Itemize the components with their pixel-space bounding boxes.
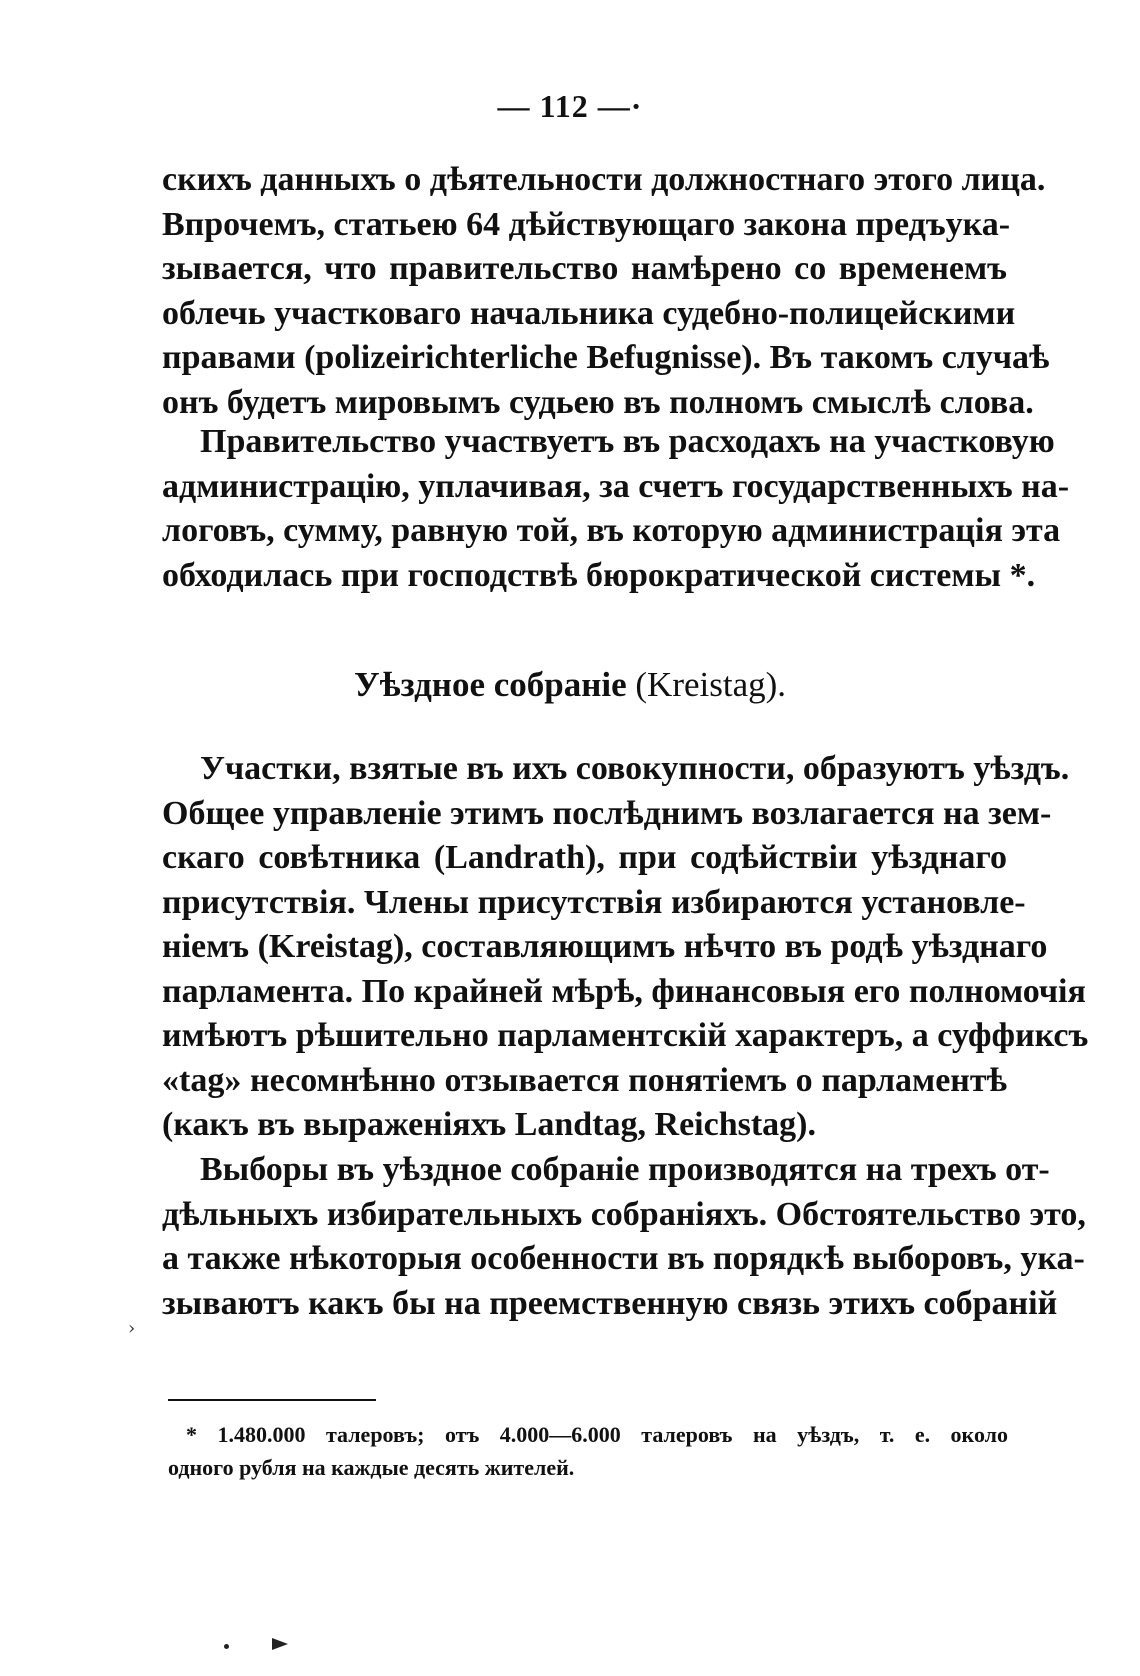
text-line: облечь участковаго начальника судебно-полицейскими	[162, 294, 1016, 332]
text-line: Впрочемъ, статьею 64 дѣйствующаго закона предъука-	[162, 205, 1011, 243]
footnote-divider	[168, 1399, 376, 1401]
footnote	[168, 1418, 1008, 1484]
section-heading	[0, 665, 1140, 705]
text-line: «tag» несомнѣнно отзывается понятіемъ о парламентѣ	[162, 1061, 1007, 1099]
text-line: администрацію, уплачивая, за счетъ государственныхъ на-	[162, 467, 1070, 505]
text-line: зываютъ какъ бы на преемственную связь этихъ собраній	[162, 1284, 1058, 1322]
text-line: скихъ данныхъ о дѣятельности должностнаго этого лица.	[162, 161, 1046, 198]
text-line: Выборы въ уѣздное собраніе производятся на трехъ от-	[200, 1151, 1050, 1188]
text-line: Правительство участвуетъ въ расходахъ на участковую	[200, 423, 1055, 460]
page-number: — 112 —·	[497, 88, 643, 124]
text-line: Общее управленіе этимъ послѣднимъ возлагается на зем-	[162, 794, 1052, 832]
scan-arrow-mark	[272, 1638, 288, 1650]
paragraph-1	[162, 158, 1050, 425]
text-line: а также нѣкоторыя особенности въ порядкѣ выборовъ, ука-	[162, 1240, 1085, 1277]
text-line: ніемъ (Kreistag), составляющимъ нѣчто въ родѣ уѣзднаго	[162, 928, 1048, 965]
text-line: имѣютъ рѣшительно парламентскій характеръ, а суффиксъ	[162, 1017, 1089, 1054]
text-line: присутствія. Члены присутствія избираются установле-	[162, 883, 1026, 921]
text-line: зывается, что правительство намѣрено со временемъ	[162, 250, 1007, 287]
text-line: парламента. По крайней мѣрѣ, финансовыя его полномочія	[162, 972, 1086, 1010]
text-line: логовъ, сумму, равную той, въ которую администрація эта	[162, 512, 1061, 549]
paragraph-4	[162, 1148, 1086, 1326]
section-heading-latin: (Kreistag).	[635, 665, 787, 704]
text-line: обходилась при господствѣ бюрократической системы *.	[162, 556, 1036, 594]
text-line: дѣльныхъ избирательныхъ собраніяхъ. Обстоятельство это,	[162, 1195, 1086, 1233]
text-line: онъ будетъ мировымъ судьею въ полномъ смыслѣ слова.	[162, 383, 1034, 421]
footnote-line: одного рубля на каждые десять жителей.	[168, 1455, 575, 1480]
paragraph-3	[162, 747, 1089, 1148]
scan-dot-mark	[224, 1644, 229, 1649]
text-line: Участки, взятые въ ихъ совокупности, образуютъ уѣздъ.	[200, 750, 1070, 787]
text-line: (какъ въ выраженіяхъ Landtag, Reichstag).	[162, 1106, 817, 1143]
paragraph-2	[162, 420, 1070, 598]
text-line: правами (polizeirichterliche Befugnisse). Въ такомъ случаѣ	[162, 339, 1050, 376]
stray-mark: ›	[128, 1318, 136, 1339]
text-line: скаго совѣтника (Landrath), при содѣйствіи уѣзднаго	[162, 839, 1007, 876]
section-heading-title: Уѣздное собраніе	[353, 665, 627, 704]
footnote-line: * 1.480.000 талеровъ; отъ 4.000—6.000 талеровъ на уѣздъ, т. е. около	[186, 1422, 1008, 1447]
